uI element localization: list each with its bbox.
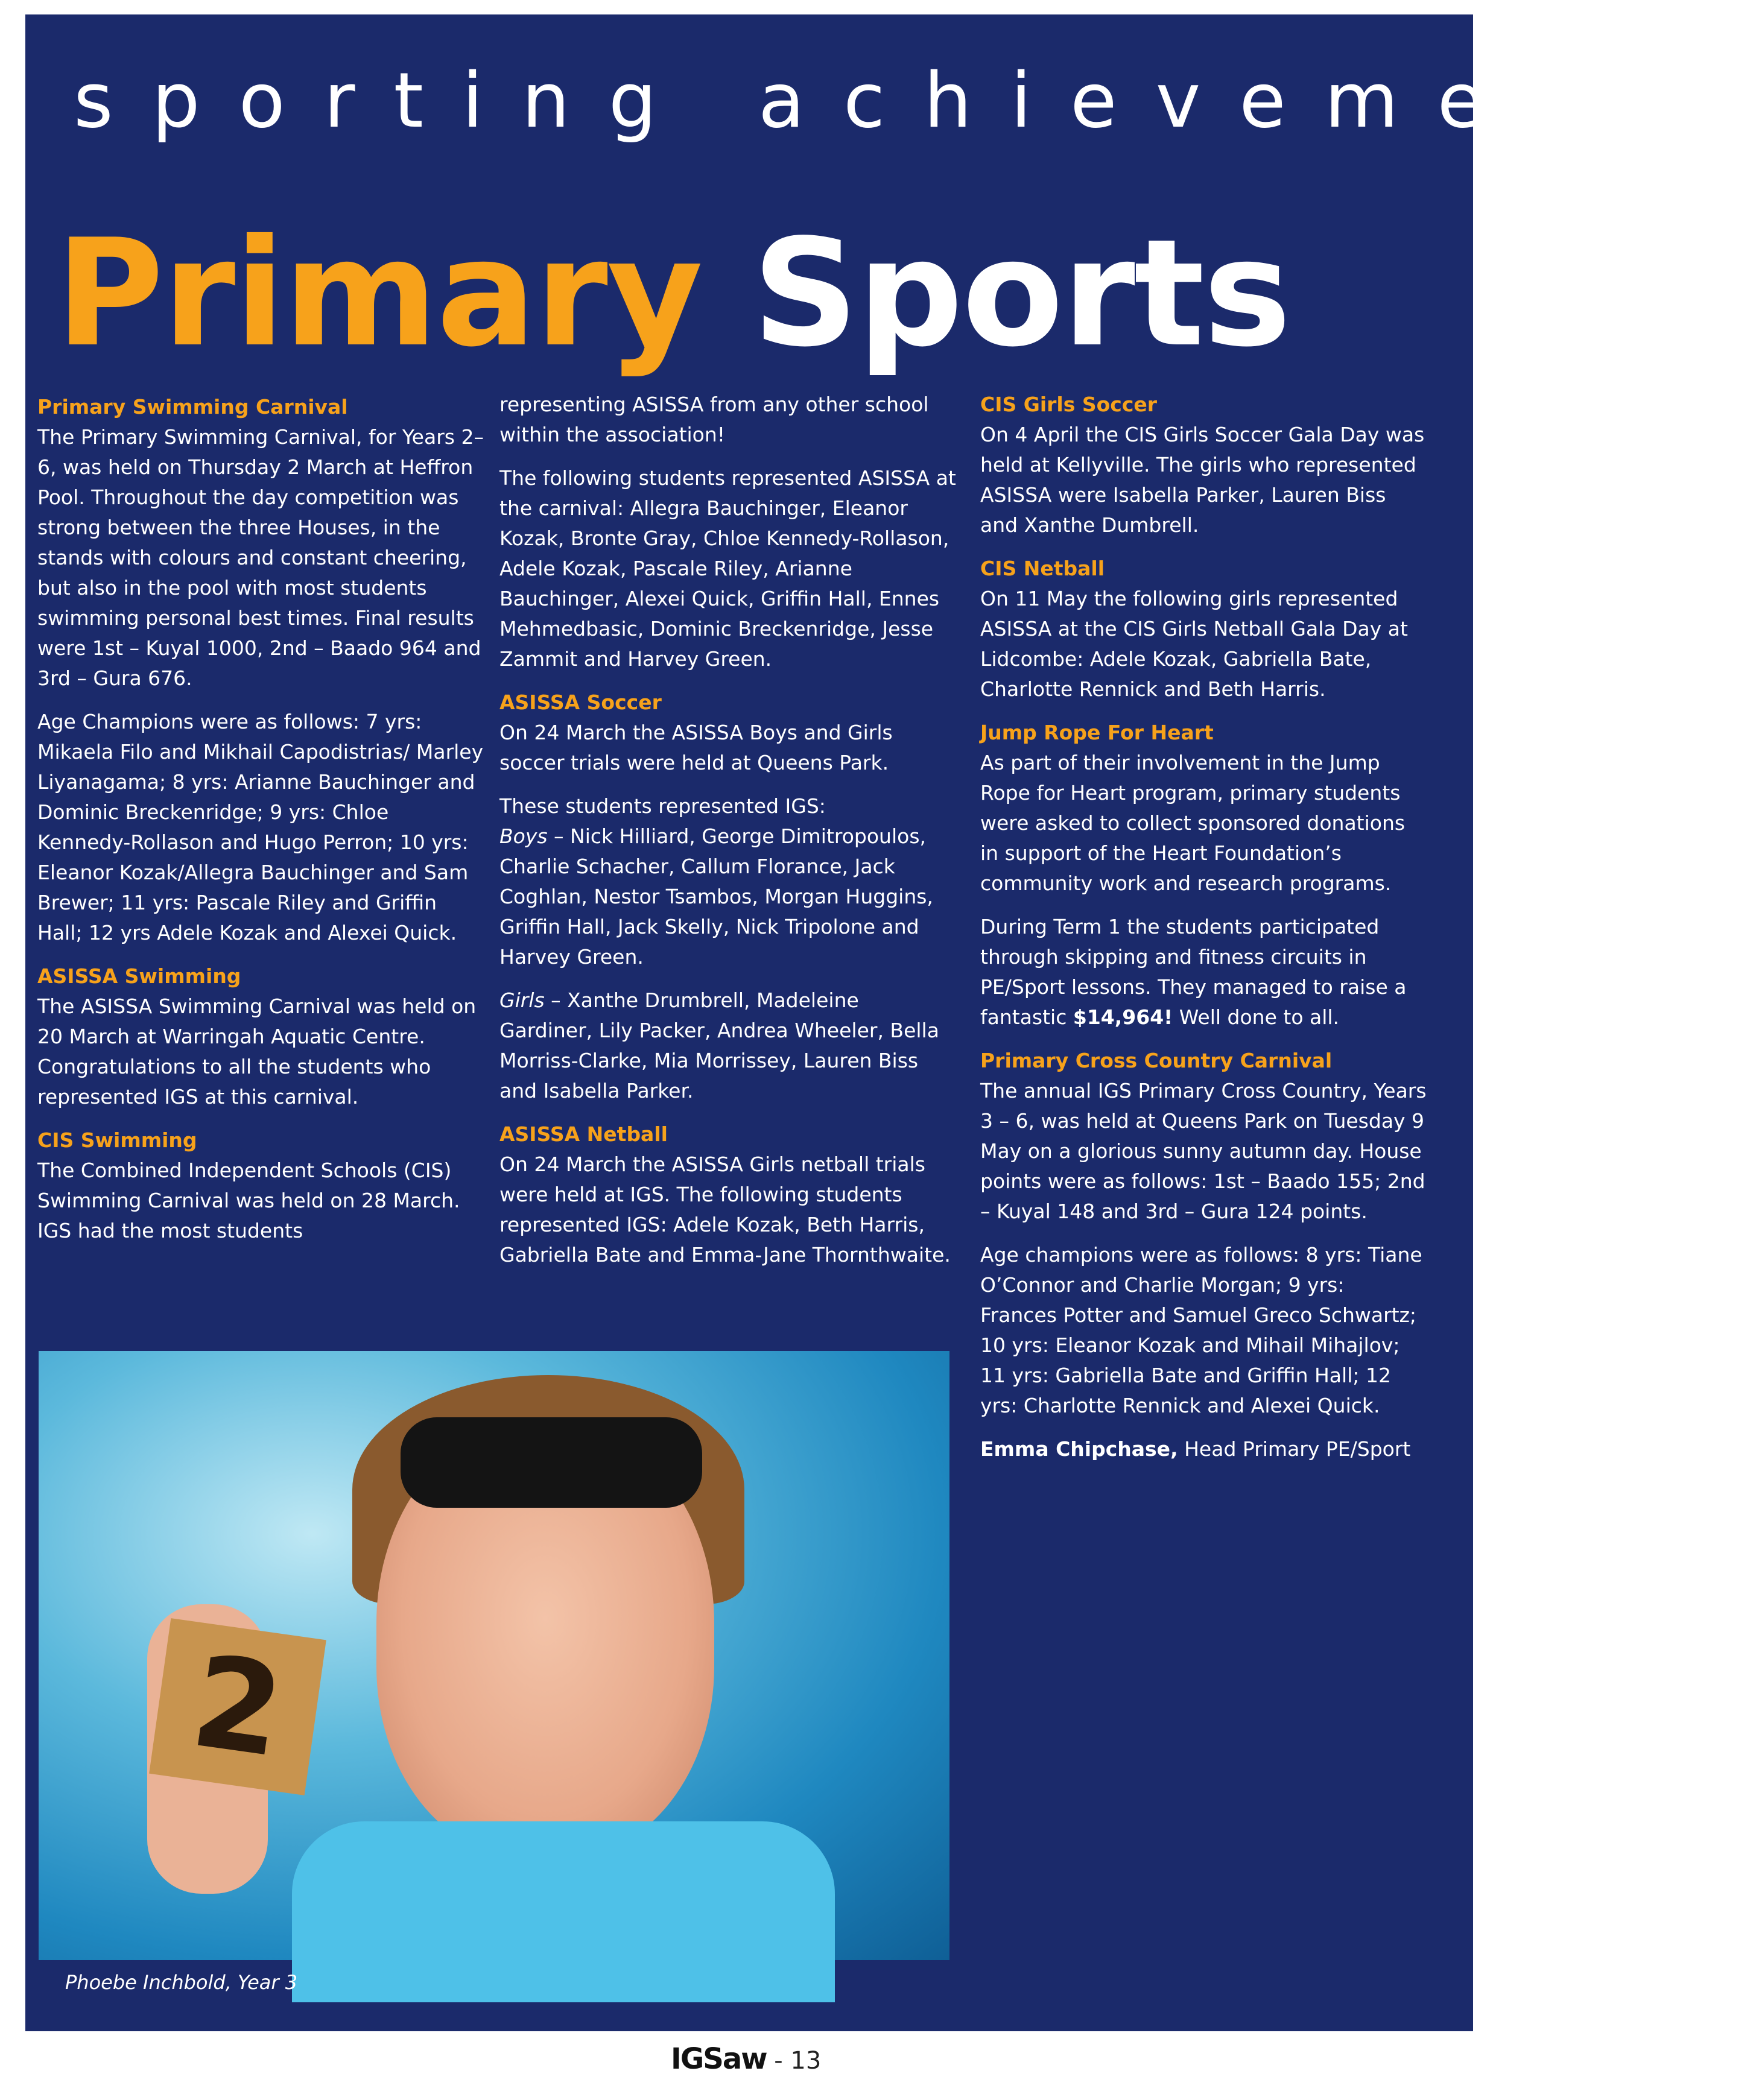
para-asissa-swimming: The ASISSA Swimming Carnival was held on 20 March at Warringah Aquatic Centre. Congratulations to all the students who represented IGS at this carnival. [37, 995, 477, 1109]
para-cross-country: The annual IGS Primary Cross Country, Years 3 – 6, was held at Queens Park on Tuesday 9 May on a glorious sunny autumn day. House points were as follows: 1st – Baado 155; 2nd – Kuyal 148 and 3rd – Gura 124 points. [980, 1079, 1427, 1223]
heading-jump-rope: Jump Rope For Heart [980, 721, 1214, 744]
heading-cross-country: Primary Cross Country Carnival [980, 1049, 1333, 1072]
girls-text: – Xanthe Drumbrell, Madeleine Gardiner, Lily Packer, Andrea Wheeler, Bella Morriss-Clarke, Mia Morrissey, Lauren Biss and Isabella Parker. [499, 988, 939, 1102]
heading-cis-girls-soccer: CIS Girls Soccer [980, 393, 1158, 416]
jump-rope-amount: $14,964! [1073, 1005, 1173, 1029]
signature [980, 1434, 1427, 1464]
para-cis-swimming-cont: representing ASISSA from any other school within the association! [499, 393, 929, 446]
heading-asissa-soccer: ASISSA Soccer [499, 691, 662, 714]
signature-name: Emma Chipchase, [980, 1437, 1178, 1461]
magazine-logo: IGSaw [671, 2042, 767, 2076]
column-3 [980, 390, 1427, 1478]
para-soccer-reps: These students represented IGS: [499, 794, 826, 818]
heading-asissa-netball: ASISSA Netball [499, 1122, 668, 1146]
photo-caption: Phoebe Inchbold, Year 3 [65, 1971, 298, 1994]
para-jump-rope-term [980, 912, 1427, 1033]
goggles-icon [401, 1417, 702, 1508]
photo-swimsuit [292, 1821, 835, 2002]
para-primary-swimming: The Primary Swimming Carnival, for Years 2–6, was held on Thursday 2 March at Heffron Pool. Throughout the day competition was strong between the three Houses, in the stands with colours and constant cheering, but also in the pool with most students swimming personal best times. Final results were 1st – Kuyal 1000, 2nd – Baado 964 and 3rd – Gura 676. [37, 425, 484, 690]
para-cross-country-champions: Age champions were as follows: 8 yrs: Tiane O’Connor and Charlie Morgan; 9 yrs: Frances Potter and Samuel Greco Schwartz; 10 yrs: Eleanor Kozak and Mihail Mihajlov; 11 yrs: Gabriella Bate and Griffin Hall; 12 yrs: Charlotte Rennick and Alexei Quick. [980, 1243, 1422, 1417]
title-primary: Primary [55, 207, 702, 379]
heading-cis-swimming: CIS Swimming [37, 1128, 197, 1152]
para-age-champions: Age Champions were as follows: 7 yrs: Mikaela Filo and Mikhail Capodistrias/ Marley Liyanagama; 8 yrs: Arianne Bauchinger and Dominic Breckenridge; 9 yrs: Chloe Kennedy-Rollason and Hugo Perron; 10 yrs: Eleanor Kozak/Allegra Bauchinger and Sam Brewer; 11 yrs: Pascale Riley and Griffin Hall; 12 yrs Adele Kozak and Alexei Quick. [37, 710, 484, 944]
para-cis-swimming: The Combined Independent Schools (CIS) Swimming Carnival was held on 28 March. IGS had the most students [37, 1159, 460, 1242]
section-kicker: sporting achievements [74, 56, 1756, 145]
page-footer [671, 2042, 821, 2076]
girls-label: Girls [499, 988, 545, 1012]
column-1 [37, 392, 484, 1259]
para-asissa-netball: On 24 March the ASISSA Girls netball trials were held at IGS. The following students represented IGS: Adele Kozak, Beth Harris, Gabriella Bate and Emma-Jane Thornthwaite. [499, 1153, 951, 1267]
page-title [55, 207, 1290, 379]
signature-role: Head Primary PE/Sport [1178, 1437, 1411, 1461]
para-asissa-soccer: On 24 March the ASISSA Boys and Girls soccer trials were held at Queens Park. [499, 721, 893, 774]
para-jump-rope: As part of their involvement in the Jump Rope for Heart program, primary students were asked to collect sponsored donations in support of the Heart Foundation’s community work and research programs. [980, 751, 1406, 895]
jump-rope-text-a: During Term 1 the students participated through skipping and fitness circuits in PE/Sport lessons. They managed to raise a fantastic [980, 915, 1407, 1029]
title-sports: Sports [752, 207, 1290, 379]
boys-label: Boys [499, 824, 548, 848]
place-block: 2 [149, 1618, 326, 1795]
boys-text: – Nick Hilliard, George Dimitropoulos, Charlie Schacher, Callum Florance, Jack Coghlan, Nestor Tsambos, Morgan Huggins, Griffin Hall, Jack Skelly, Nick Tripolone and Harvey Green. [499, 824, 933, 969]
para-cis-netball: On 11 May the following girls represented ASISSA at the CIS Girls Netball Gala Day at Lidcombe: Adele Kozak, Gabriella Bate, Charlotte Rennick and Beth Harris. [980, 587, 1408, 701]
para-asissa-reps: The following students represented ASISSA at the carnival: Allegra Bauchinger, Eleanor Kozak, Bronte Gray, Chloe Kennedy-Rollason, Adele Kozak, Pascale Riley, Arianne Bauchinger, Alexei Quick, Griffin Hall, Ennes Mehmedbasic, Dominic Breckenridge, Jesse Zammit and Harvey Green. [499, 466, 956, 671]
para-boys [499, 821, 958, 972]
heading-asissa-swimming: ASISSA Swimming [37, 964, 241, 988]
heading-cis-netball: CIS Netball [980, 557, 1105, 580]
para-girls [499, 985, 958, 1106]
column-2 [499, 390, 958, 1283]
para-cis-girls-soccer: On 4 April the CIS Girls Soccer Gala Day was held at Kellyville. The girls who represented ASISSA were Isabella Parker, Lauren Biss and Xanthe Dumbrell. [980, 423, 1425, 537]
swimmer-photo [39, 1351, 949, 1960]
page-number: - 13 [766, 2047, 822, 2075]
heading-primary-swimming: Primary Swimming Carnival [37, 395, 348, 419]
jump-rope-text-b: Well done to all. [1173, 1005, 1340, 1029]
